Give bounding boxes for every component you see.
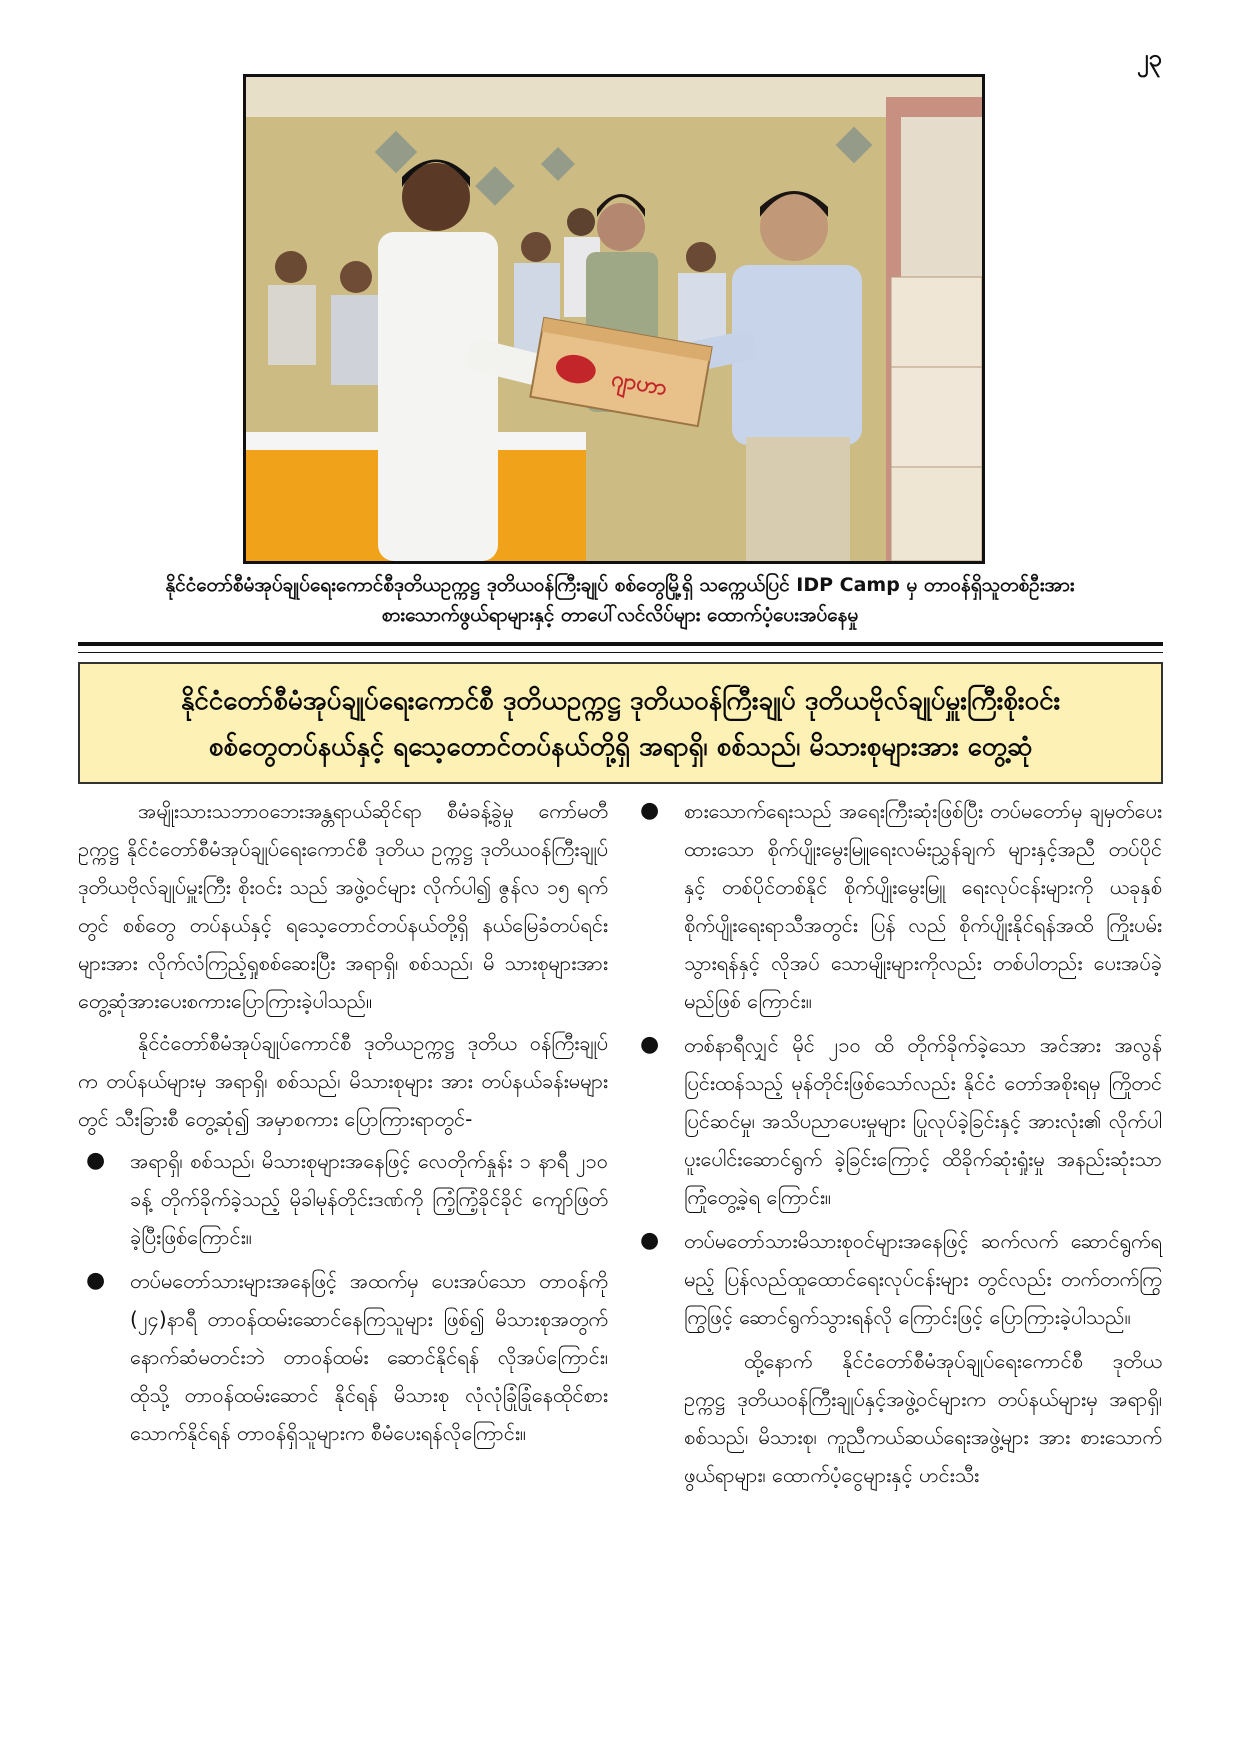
- page-number: ၂၃: [1136, 44, 1162, 72]
- left-paragraph-1: အမျိုးသားသဘာဝဘေးအန္တရာယ်ဆိုင်ရာ စီမံခန့်ခွဲမှု ကော်မတီဥက္ကဋ္ဌ နိုင်ငံတော်စီမံအုပ်ချုပ်ရေးကောင်စီ ဒုတိယ ဥက္ကဋ္ဌ ဒုတိယဝန်ကြီးချုပ် ဒုတိယဗိုလ်ချုပ်မှူးကြီး စိုးဝင်း သည် အဖွဲ့ဝင်များ လိုက်ပါ၍ ဇွန်လ ၁၅ ရက်တွင် စစ်တွေ တပ်နယ်နှင့် ရသေ့တောင်တပ်နယ်တို့ရှိ နယ်မြေခံတပ်ရင်း များအား လိုက်လံကြည့်ရှုစစ်ဆေးပြီး အရာရှိ၊ စစ်သည်၊ မိ သားစုများအား တွေ့ဆုံအားပေးစကားပြောကြားခဲ့ပါသည်။: [78, 799, 608, 1013]
- right-column: [632, 792, 1162, 1498]
- left-bullet-item: [78, 1142, 608, 1256]
- right-bullet-3-text: တပ်မတော်သားမိသားစုဝင်များအနေဖြင့် ဆက်လက် ဆောင်ရွက်ရမည့် ပြန်လည်ထူထောင်ရေးလုပ်ငန်းများ တွင်လည်း တက်တက်ကြွကြွဖြင့် ဆောင်ရွက်သွားရန်လို ကြောင်းဖြင့် ပြောကြားခဲ့ပါသည်။: [684, 1229, 1162, 1329]
- bullet-dot-icon: ●: [640, 1032, 660, 1057]
- bullet-dot-icon: ●: [86, 1268, 106, 1293]
- bullet-dot-icon: ●: [640, 1228, 660, 1253]
- bullet-dot-icon: ●: [640, 798, 660, 823]
- right-paragraph-1: ထို့နောက် နိုင်ငံတော်စီမံအုပ်ချုပ်ရေးကောင်စီ ဒုတိယ ဥက္ကဋ္ဌ ဒုတိယဝန်ကြီးချုပ်နှင့်အဖွဲ့ဝင်များက တပ်နယ်များမှ အရာရှိ၊ စစ်သည်၊ မိသားစု၊ ကူညီကယ်ဆယ်ရေးအဖွဲ့များ အား စားသောက်ဖွယ်ရာများ၊ ထောက်ပံ့ငွေများနှင့် ဟင်းသီး: [684, 1349, 1162, 1487]
- news-photo: [243, 74, 985, 564]
- right-bullet-2-text: တစ်နာရီလျှင် မိုင် ၂၁၀ ထိ တိုက်ခိုက်ခဲ့သော အင်အား အလွန်ပြင်းထန်သည့် မုန်တိုင်းဖြစ်သော်လည်း နိုင်ငံ တော်အစိုးရမှ ကြိုတင်ပြင်ဆင်မှု၊ အသိပညာပေးမှုများ ပြုလုပ်ခဲ့ခြင်းနှင့် အားလုံး၏ လိုက်ပါပူးပေါင်းဆောင်ရွက် ခဲ့ခြင်းကြောင့် ထိခိုက်ဆုံးရှုံးမှု အနည်းဆုံးသာကြုံတွေ့ခဲ့ရ ကြောင်း။: [684, 1033, 1162, 1209]
- left-paragraph-2: နိုင်ငံတော်စီမံအုပ်ချုပ်ကောင်စီ ဒုတိယဥက္ကဋ္ဌ ဒုတိယ ဝန်ကြီးချုပ်က တပ်နယ်များမှ အရာရှိ၊ စစ်သည်၊ မိသားစုများ အား တပ်နယ်ခန်းမများတွင် သီးခြားစီ တွေ့ဆုံ၍ အမှာစကား ပြောကြားရာတွင်-: [78, 1031, 608, 1131]
- bullet-dot-icon: ●: [86, 1148, 106, 1173]
- right-bullet-item: [632, 792, 1162, 1020]
- caption-line-1: နိုင်ငံတော်စီမံအုပ်ချုပ်ရေးကောင်စီဒုတိယဥက္ကဋ္ဌ ဒုတိယဝန်ကြီးချုပ် စစ်တွေမြို့ရှိ သက္ကေယ်ပြင် IDP Camp မှ တာဝန်ရှိသူတစ်ဦးအား: [165, 574, 1075, 596]
- left-bullet-list: [78, 1142, 608, 1452]
- photo-caption: [70, 570, 1170, 630]
- divider-thick: [78, 642, 1163, 646]
- left-column: [78, 792, 608, 1458]
- photo-illustration: [246, 77, 982, 561]
- left-bullet-item: [78, 1262, 608, 1452]
- box-label: ဂျာဟာ: [609, 366, 669, 401]
- right-bullet-1-text: စားသောက်ရေးသည် အရေးကြီးဆုံးဖြစ်ပြီး တပ်မတော်မှ ချမှတ်ပေးထားသော စိုက်ပျိုးမွေးမြူရေးလမ်းညွှန်ချက် များနှင့်အညီ တပ်ပိုင်နှင့် တစ်ပိုင်တစ်နိုင် စိုက်ပျိုးမွေးမြူ ရေးလုပ်ငန်းများကို ယခုနှစ်စိုက်ပျိုးရေးရာသီအတွင်း ပြန် လည် စိုက်ပျိုးနိုင်ရန်အထိ ကြိုးပမ်းသွားရန်နှင့် လိုအပ် သောမျိုးများကိုလည်း တစ်ပါတည်း ပေးအပ်ခဲ့မည်ဖြစ် ကြောင်း။: [684, 799, 1162, 1013]
- left-bullet-1-text: အရာရှိ၊ စစ်သည်၊ မိသားစုများအနေဖြင့် လေတိုက်နှုန်း ၁ နာရီ ၂၁၀ ခန့် တိုက်ခိုက်ခဲ့သည့် မိုခါမုန်တိုင်းဒဏ်ကို ကြံ့ကြံ့ခိုင်ခိုင် ကျော်ဖြတ်ခဲ့ပြီးဖြစ်ကြောင်း။: [130, 1149, 608, 1249]
- article-headline: [78, 662, 1163, 784]
- headline-line-1: နိုင်ငံတော်စီမံအုပ်ချုပ်ရေးကောင်စီ ဒုတိယဥက္ကဋ္ဌ ဒုတိယဝန်ကြီးချုပ် ဒုတိယဗိုလ်ချုပ်မှူးကြီးစိုးဝင်း: [180, 686, 1061, 716]
- caption-line-2: စားသောက်ဖွယ်ရာများနှင့် တာပေါ်လင်လိပ်များ ထောက်ပံ့ပေးအပ်နေမှု: [381, 604, 859, 626]
- right-bullet-item: [632, 1026, 1162, 1216]
- right-bullet-list: [632, 792, 1162, 1336]
- divider-thin: [78, 652, 1163, 653]
- right-bullet-item: [632, 1222, 1162, 1336]
- left-bullet-2-text: တပ်မတော်သားများအနေဖြင့် အထက်မှ ပေးအပ်သော တာဝန်ကို (၂၄)နာရီ တာဝန်ထမ်းဆောင်နေကြသူများ ဖြစ်၍ မိသားစုအတွက် နောက်ဆံမတင်းဘဲ တာဝန်ထမ်း ဆောင်နိုင်ရန် လိုအပ်ကြောင်း၊ ထိုသို့ တာဝန်ထမ်းဆောင် နိုင်ရန် မိသားစု လုံလုံခြုံခြုံနေထိုင်စားသောက်နိုင်ရန် တာဝန်ရှိသူများက စီမံပေးရန်လိုကြောင်း။: [130, 1269, 608, 1445]
- headline-line-2: စစ်တွေတပ်နယ်နှင့် ရသေ့တောင်တပ်နယ်တို့ရှိ အရာရှိ၊ စစ်သည်၊ မိသားစုများအား တွေ့ဆုံ: [208, 732, 1033, 762]
